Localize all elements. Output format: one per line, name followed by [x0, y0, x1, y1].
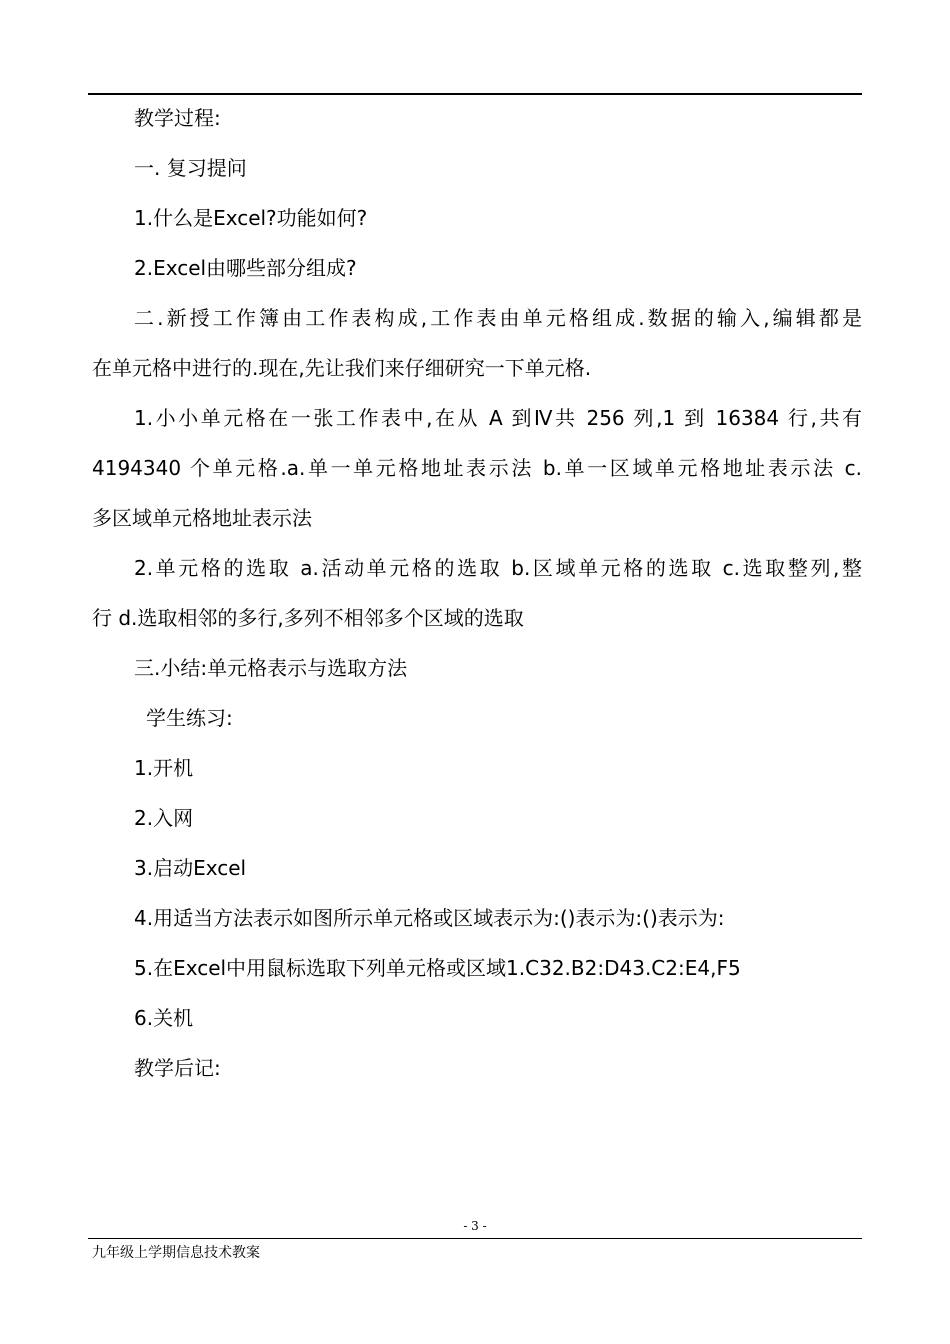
practice-step-1: 1.开机: [134, 756, 194, 780]
cell-paragraph-line-1: 1.小小单元格在一张工作表中,在从 A 到Ⅳ共 256 列,1 到 16384 行,共有: [134, 406, 862, 430]
selection-paragraph-line-2: 行 d.选取相邻的多行,多列不相邻多个区域的选取: [92, 606, 524, 630]
document-body: [92, 93, 862, 1093]
section-heading-summary: 三.小结:单元格表示与选取方法: [134, 656, 408, 680]
section-heading-review: 一. 复习提问: [134, 156, 247, 180]
cell-paragraph-line-2: 4194340 个单元格.a.单一单元格地址表示法 b.单一区域单元格地址表示法 c.: [92, 456, 862, 480]
selection-paragraph-line-1: 2.单元格的选取 a.活动单元格的选取 b.区域单元格的选取 c.选取整列,整: [134, 556, 862, 580]
section-heading-student-practice: 学生练习:: [146, 706, 233, 730]
practice-step-4: 4.用适当方法表示如图所示单元格或区域表示为:()表示为:()表示为:: [134, 906, 725, 930]
new-lesson-paragraph-line-1: 二.新授工作簿由工作表构成,工作表由单元格组成.数据的输入,编辑都是: [134, 306, 862, 330]
footer-title: 九年级上学期信息技术教案: [92, 1245, 260, 1261]
new-lesson-paragraph-line-2: 在单元格中进行的.现在,先让我们来仔细研究一下单元格.: [92, 356, 592, 380]
practice-step-6: 6.关机: [134, 1006, 194, 1030]
review-question-1: 1.什么是Excel?功能如何?: [134, 206, 368, 230]
footer-rule: [88, 1238, 862, 1239]
cell-paragraph-line-3: 多区域单元格地址表示法: [92, 506, 312, 530]
practice-step-3: 3.启动Excel: [134, 856, 247, 880]
review-question-2: 2.Excel由哪些部分组成?: [134, 256, 357, 280]
section-heading-teaching-notes: 教学后记:: [134, 1056, 221, 1080]
page-number: - 3 -: [463, 1219, 487, 1233]
section-heading-teaching-process: 教学过程:: [134, 106, 221, 130]
practice-step-2: 2.入网: [134, 806, 194, 830]
practice-step-5: 5.在Excel中用鼠标选取下列单元格或区域1.C32.B2:D43.C2:E4,F5: [134, 956, 741, 980]
